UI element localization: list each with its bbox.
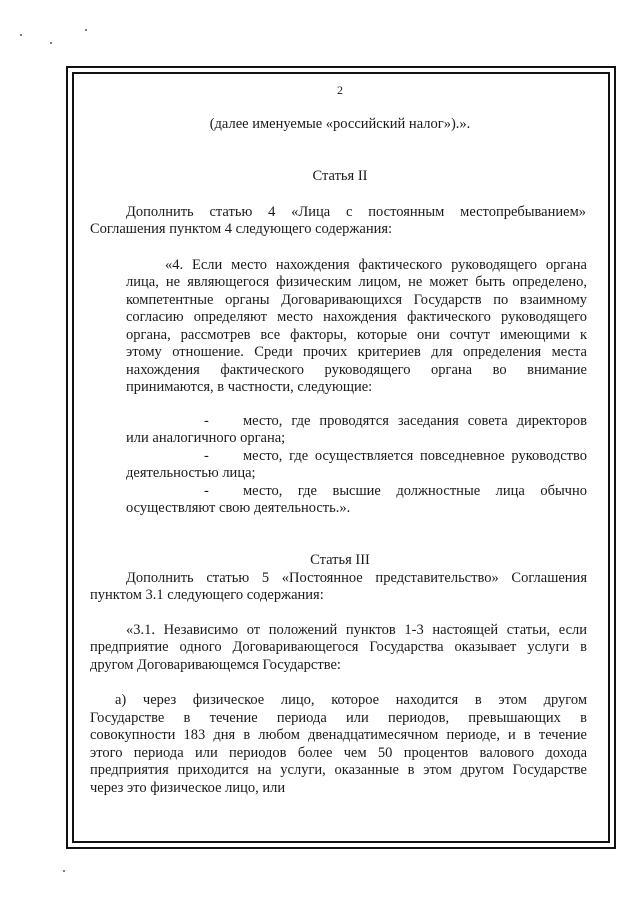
bullet-text: место, где проводятся заседания совета директоров [243, 413, 587, 429]
quote-line: нахождения фактического руководящего органа во внимание [126, 362, 587, 378]
bullet-text: место, где высшие должностные лица обычно [243, 483, 587, 499]
quote-line: этому отношение. Среди прочих критериев для определения места [126, 344, 587, 360]
item-a-line: этого периода или периодов более чем 50 процентов валового дохода [90, 745, 587, 761]
bullet-dash: - [204, 413, 209, 429]
bullet-dash: - [204, 448, 209, 464]
quote-line: другом Договаривающемся Государстве: [90, 657, 341, 673]
bullet-dash: - [204, 483, 209, 499]
quote-line: согласию определяют место нахождения фактического руководящего [126, 309, 587, 325]
article-2-heading: Статья II [312, 168, 368, 184]
article-2-intro-line: Соглашения пунктом 4 следующего содержания: [90, 221, 393, 237]
quote-line: компетентные органы Договаривающихся Государств по взаимному [126, 292, 587, 308]
quote-line: предприятие одного Договаривающегося Государства оказывает услуги в [90, 639, 587, 655]
bullet-text: место, где осуществляется повседневное руководство [243, 448, 587, 464]
item-a-line: а) через физическое лицо, которое находится в этом другом [115, 692, 587, 708]
bullet-text: осуществляют свою деятельность.». [126, 500, 351, 516]
bullet-text: или аналогичного органа; [126, 430, 286, 446]
item-a-line: совокупности 183 дня в любом двенадцатимесячном периоде, и в течение [90, 727, 587, 743]
item-a-line: предприятия приходится на услуги, оказанные в этом другом Государстве [90, 762, 587, 778]
quote-line: лица, не являющегося физическим лицом, не может быть определено, [126, 274, 587, 290]
item-a-line: через это физическое лицо, или [90, 780, 286, 796]
quote-line: «3.1. Независимо от положений пунктов 1-3 настоящей статьи, если [126, 622, 587, 638]
continuation-line: (далее именуемые «российский налог»).». [209, 116, 471, 132]
article-2-intro-line: Дополнить статью 4 «Лица с постоянным местопребыванием» [126, 204, 586, 220]
item-a-line: Государстве в течение периода или периодов, превышающих в [90, 710, 587, 726]
quote-line: принимаются, в частности, следующие: [126, 379, 373, 395]
article-3-intro-line: пунктом 3.1 следующего содержания: [90, 587, 324, 603]
bullet-text: деятельностью лица; [126, 465, 256, 481]
quote-line: органа, рассмотрев все факторы, которые они сочтут имеющими к [126, 327, 587, 343]
article-3-heading: Статья III [310, 552, 370, 568]
article-3-intro-line: Дополнить статью 5 «Постоянное представительство» Соглашения [126, 570, 587, 586]
page-number: 2 [337, 83, 343, 97]
quote-line: «4. Если место нахождения фактического руководящего органа [165, 257, 587, 273]
